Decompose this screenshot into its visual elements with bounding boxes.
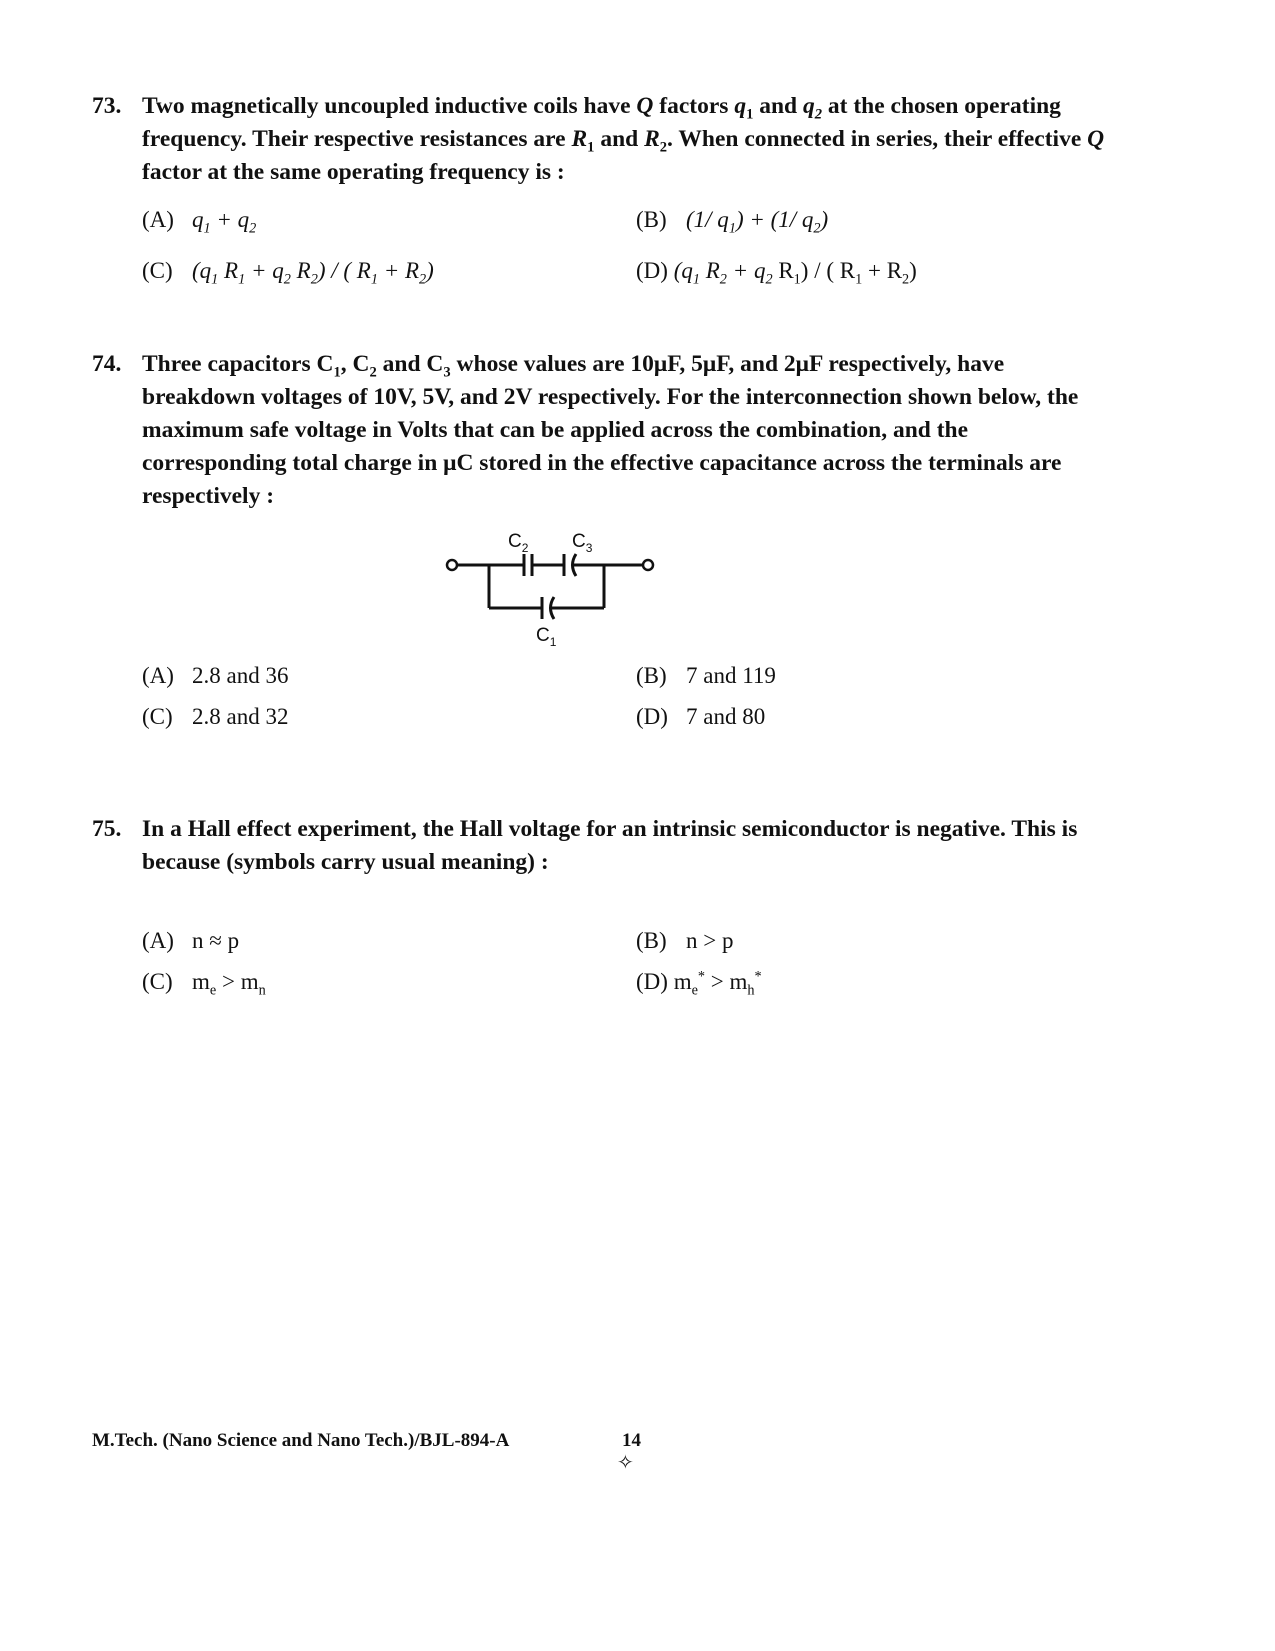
label-c1: $C_1$ <box>536 625 557 649</box>
question-number: 75. <box>92 816 122 842</box>
option-74-c[interactable]: (C) 2.8 and 32 <box>142 704 289 729</box>
question-number: 73. <box>92 93 122 119</box>
page-number: 14 <box>622 1430 641 1451</box>
question-73-stem <box>92 90 1112 189</box>
label-c3: $C_3$ <box>572 531 593 555</box>
star-icon: ✧ <box>617 1452 634 1474</box>
option-74-b[interactable]: (B) 7 and 119 <box>636 663 776 688</box>
question-74-stem <box>92 348 1112 513</box>
option-74-a[interactable]: (A) 2.8 and 36 <box>142 663 289 688</box>
footer-code: M.Tech. (Nano Science and Nano Tech.)/BJL-894-A <box>92 1430 510 1451</box>
question-number: 74. <box>92 351 122 377</box>
question-text: In a Hall effect experiment, the Hall voltage for an intrinsic semiconductor is negative. This is because (symbols carry usual meaning) : <box>142 816 1078 875</box>
question-74 <box>92 348 1112 513</box>
question-text: Three capacitors $C_1$, $C_2$ and $C_3$ whose values are 10μF, 5μF, and 2μF respectively, have breakdown voltages of 10V, 5V, and 2V respectively. For the interconnection shown below, the maximum safe voltage in Volts that can be applied across the combination, and the corresponding total charge in μC stored in the effective capacitance across the terminals are respectively : <box>142 351 1079 509</box>
question-text: Two magnetically uncoupled inductive coils have Q factors $q_1$ and $q_2$ at the chosen operating frequency. Their respective resistances are $R_1$ and $R_2$. When connected in series, their effective Q factor at the same operating frequency is : <box>142 93 1105 185</box>
question-73 <box>92 90 1112 189</box>
question-75 <box>92 813 1112 879</box>
option-73-a[interactable]: (A) $q_1 + q_2$ <box>142 207 257 237</box>
option-75-d[interactable]: (D) $m_e^* > m_h^*$ <box>636 968 762 999</box>
option-75-b[interactable]: (B) n > p <box>636 928 734 953</box>
option-74-d[interactable]: (D) 7 and 80 <box>636 704 766 729</box>
option-73-b[interactable]: (B) (1/ $q_1) + (1/$ $q_2$) <box>636 207 829 237</box>
option-73-c[interactable]: (C) ($q_1$ $R_1 + q_2$ $R_2$) / ( $R_1 + R_2$) <box>142 258 434 288</box>
capacitor-circuit-diagram <box>440 525 660 650</box>
label-c2: $C_2$ <box>508 531 529 555</box>
question-75-stem <box>92 813 1112 879</box>
option-75-a[interactable]: (A) n ≈ p <box>142 928 240 953</box>
option-73-d[interactable]: (D) ($q_1$ $R_2 + q_2$ $R_1$) / ( $R_1 + R_2$) <box>636 258 917 288</box>
option-75-c[interactable]: (C) $m_e > m_n$ <box>142 969 266 999</box>
